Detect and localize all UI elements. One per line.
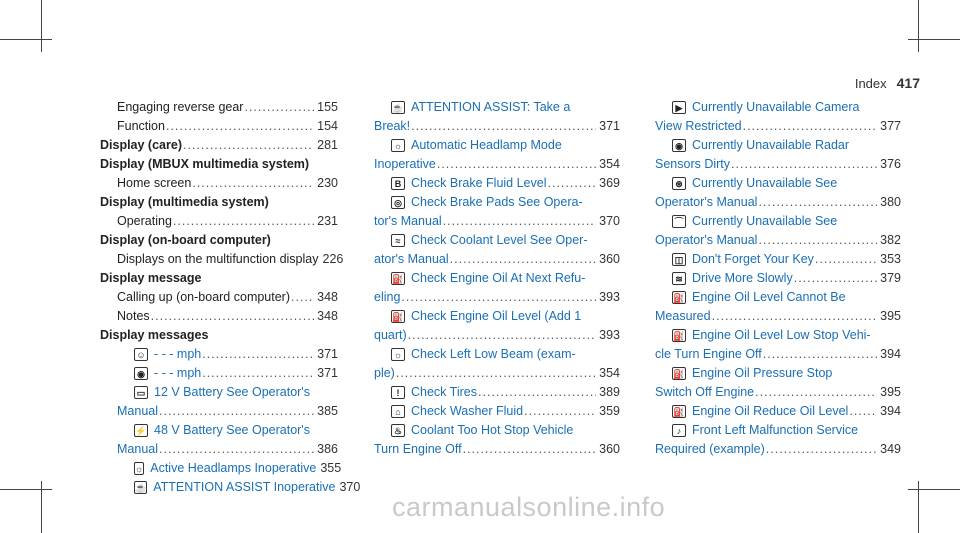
- entry-text: ATTENTION ASSIST: Take a: [411, 100, 571, 114]
- index-entry: [100, 157, 338, 176]
- entry-text: Display messages: [100, 328, 209, 342]
- index-entry[interactable]: [374, 290, 620, 309]
- index-entry[interactable]: [655, 157, 901, 176]
- warning-symbol-icon: ⛽: [392, 312, 404, 322]
- index-entry: [100, 214, 338, 233]
- dot-leader: [411, 119, 596, 133]
- index-entry: [100, 195, 338, 214]
- entry-text: Check Left Low Beam (exam-: [411, 347, 576, 361]
- entry-text: - - - mph: [154, 347, 202, 361]
- entry-page-number: 395: [880, 309, 901, 323]
- entry-text: Engine Oil Pressure Stop: [692, 366, 833, 380]
- warning-symbol-icon: ≈: [391, 234, 405, 247]
- entry-page-number: 353: [880, 252, 901, 266]
- entry-page-number: 394: [880, 347, 901, 361]
- index-entry[interactable]: [655, 366, 901, 385]
- entry-page-number: 348: [317, 290, 338, 304]
- warning-symbol-icon: ☼: [391, 348, 405, 361]
- entry-page-number: 230: [317, 176, 338, 190]
- index-entry[interactable]: [374, 404, 620, 423]
- entry-text: Operating: [117, 214, 172, 228]
- dot-leader: [202, 347, 314, 361]
- index-column-1: [100, 100, 361, 499]
- index-entry[interactable]: [374, 176, 620, 195]
- entry-page-number: 355: [320, 461, 342, 475]
- index-entry[interactable]: [100, 461, 342, 480]
- entry-text: Displays on the multifunction display: [117, 252, 319, 266]
- entry-text: Display (multimedia system): [100, 195, 269, 209]
- entry-text: Check Washer Fluid: [411, 404, 524, 418]
- index-entry: [100, 252, 344, 271]
- index-entry[interactable]: [655, 119, 901, 138]
- index-entry[interactable]: [374, 385, 620, 404]
- index-entry[interactable]: [655, 385, 901, 404]
- dot-leader: [815, 252, 877, 266]
- entry-text: Engine Oil Level Cannot Be: [692, 290, 846, 304]
- index-entry: [100, 119, 338, 138]
- warning-symbol-icon: ⛽: [673, 369, 685, 379]
- entry-text: ple): [374, 366, 395, 380]
- crop-mark: [918, 0, 919, 52]
- entry-page-number: 389: [599, 385, 620, 399]
- entry-text: Drive More Slowly: [692, 271, 793, 285]
- index-entry[interactable]: [655, 233, 901, 252]
- entry-page-number: 371: [599, 119, 620, 133]
- index-entry[interactable]: [374, 119, 620, 138]
- entry-text: Measured: [655, 309, 711, 323]
- entry-text: Don't Forget Your Key: [692, 252, 814, 266]
- index-entry[interactable]: [655, 138, 901, 157]
- index-entry[interactable]: [655, 252, 901, 271]
- index-entry: [100, 328, 338, 347]
- dot-leader: [763, 347, 877, 361]
- dot-leader: [712, 309, 878, 323]
- entry-text: Switch Off Engine: [655, 385, 755, 399]
- index-entry[interactable]: [374, 138, 620, 157]
- index-entry[interactable]: [374, 252, 620, 271]
- index-entry[interactable]: [374, 100, 620, 119]
- index-entry: [100, 290, 338, 309]
- dot-leader: [443, 214, 596, 228]
- index-entry[interactable]: [374, 233, 620, 252]
- index-entry[interactable]: [374, 347, 620, 366]
- warning-symbol-icon: ≋: [672, 272, 686, 285]
- warning-symbol-icon: ◉: [672, 139, 686, 152]
- index-entry[interactable]: [100, 385, 338, 404]
- entry-text: Notes: [117, 309, 150, 323]
- entry-page-number: 281: [317, 138, 338, 152]
- index-entry[interactable]: [374, 157, 620, 176]
- dot-leader: [794, 271, 877, 285]
- index-entry[interactable]: [374, 328, 620, 347]
- dot-leader: [755, 385, 877, 399]
- dot-leader: [463, 442, 597, 456]
- entry-text: Engine Oil Level Low Stop Vehi-: [692, 328, 871, 342]
- index-entry[interactable]: [655, 176, 901, 195]
- index-entry[interactable]: [655, 309, 901, 328]
- warning-symbol-icon: ☕: [392, 103, 404, 113]
- warning-symbol-icon: ☺: [134, 348, 148, 361]
- index-entry[interactable]: [655, 328, 901, 347]
- entry-page-number: 354: [599, 366, 620, 380]
- index-entry: [100, 100, 338, 119]
- index-entry: [100, 271, 338, 290]
- index-column-3: [655, 100, 901, 461]
- warning-symbol-icon: B: [391, 177, 405, 190]
- entry-text: Automatic Headlamp Mode: [411, 138, 562, 152]
- warning-symbol-icon: ⌒: [672, 215, 686, 228]
- warning-symbol-icon: ♪: [672, 424, 686, 437]
- entry-page-number: 369: [599, 176, 620, 190]
- warning-symbol-icon: ☼: [391, 139, 405, 152]
- index-entry[interactable]: [655, 442, 901, 461]
- index-entry[interactable]: [374, 195, 620, 214]
- crop-mark: [41, 481, 42, 533]
- warning-symbol-icon: ☼: [135, 464, 144, 474]
- dot-leader: [401, 290, 596, 304]
- entry-text: Check Brake Pads See Opera-: [411, 195, 583, 209]
- warning-symbol-icon: ⊛: [672, 177, 686, 190]
- dot-leader: [758, 233, 877, 247]
- index-entry[interactable]: [655, 195, 901, 214]
- crop-mark: [908, 489, 960, 490]
- section-title: Index: [854, 76, 887, 91]
- entry-text: 48 V Battery See Operator's: [154, 423, 310, 437]
- index-column-2: [374, 100, 620, 461]
- warning-symbol-icon: ▶: [672, 101, 686, 114]
- index-entry[interactable]: [655, 347, 901, 366]
- entry-text: Display (care): [100, 138, 182, 152]
- entry-text: Check Engine Oil Level (Add 1: [411, 309, 582, 323]
- entry-page-number: 371: [317, 366, 338, 380]
- entry-text: Home screen: [117, 176, 192, 190]
- index-entry[interactable]: [374, 423, 620, 442]
- crop-mark: [908, 39, 960, 40]
- entry-text: Turn Engine Off: [374, 442, 462, 456]
- entry-text: ator's Manual: [374, 252, 449, 266]
- entry-page-number: 360: [599, 442, 620, 456]
- index-entry[interactable]: [374, 271, 620, 290]
- entry-page-number: 385: [317, 404, 338, 418]
- entry-page-number: 155: [317, 100, 338, 114]
- index-entry[interactable]: [374, 214, 620, 233]
- entry-text: View Restricted: [655, 119, 742, 133]
- index-entry[interactable]: [655, 100, 901, 119]
- entry-text: Display (MBUX multimedia system): [100, 157, 310, 171]
- crop-mark: [918, 481, 919, 533]
- index-entry[interactable]: [655, 404, 901, 423]
- entry-page-number: 395: [880, 385, 901, 399]
- dot-leader: [524, 404, 596, 418]
- entry-page-number: 370: [339, 480, 361, 494]
- entry-text: Front Left Malfunction Service: [692, 423, 859, 437]
- entry-text: Operator's Manual: [655, 233, 758, 247]
- index-entry[interactable]: [374, 309, 620, 328]
- entry-text: Required (example): [655, 442, 765, 456]
- entry-text: eling: [374, 290, 401, 304]
- dot-leader: [244, 100, 314, 114]
- entry-text: Inoperative: [374, 157, 436, 171]
- entry-text: Display message: [100, 271, 202, 285]
- entry-page-number: 380: [880, 195, 901, 209]
- dot-leader: [478, 385, 596, 399]
- dot-leader: [450, 252, 596, 266]
- index-entry[interactable]: [100, 366, 338, 385]
- index-entry[interactable]: [655, 214, 901, 233]
- entry-text: Currently Unavailable Camera: [692, 100, 860, 114]
- entry-text: Engine Oil Reduce Oil Level: [692, 404, 849, 418]
- index-entry[interactable]: [100, 442, 338, 461]
- dot-leader: [731, 157, 877, 171]
- index-entry: [100, 176, 338, 195]
- warning-symbol-icon: ⌂: [391, 405, 405, 418]
- entry-page-number: 371: [317, 347, 338, 361]
- warning-symbol-icon: !: [391, 386, 405, 399]
- entry-text: Calling up (on-board computer): [117, 290, 291, 304]
- entry-page-number: 226: [322, 252, 344, 266]
- entry-text: Manual: [117, 442, 158, 456]
- entry-text: Coolant Too Hot Stop Vehicle: [411, 423, 574, 437]
- index-entry[interactable]: [655, 290, 901, 309]
- entry-text: Check Brake Fluid Level: [411, 176, 547, 190]
- crop-mark: [0, 489, 52, 490]
- entry-page-number: 377: [880, 119, 901, 133]
- dot-leader: [166, 119, 314, 133]
- dot-leader: [173, 214, 314, 228]
- warning-symbol-icon: ⚡: [135, 426, 147, 436]
- entry-text: 12 V Battery See Operator's: [154, 385, 310, 399]
- entry-page-number: 386: [317, 442, 338, 456]
- index-entry[interactable]: [100, 347, 338, 366]
- entry-page-number: 348: [317, 309, 338, 323]
- entry-page-number: 370: [599, 214, 620, 228]
- entry-page-number: 354: [599, 157, 620, 171]
- index-entry[interactable]: [374, 442, 620, 461]
- entry-page-number: 154: [317, 119, 338, 133]
- watermark: carmanualsonline.info: [392, 492, 666, 522]
- index-entry[interactable]: [100, 423, 338, 442]
- warning-symbol-icon: ⛽: [392, 274, 404, 284]
- entry-text: cle Turn Engine Off: [655, 347, 762, 361]
- entry-page-number: 360: [599, 252, 620, 266]
- page-header: [855, 75, 920, 91]
- dot-leader: [766, 442, 877, 456]
- page-number: 417: [896, 75, 920, 91]
- dot-leader: [192, 176, 314, 190]
- warning-symbol-icon: ◉: [134, 367, 148, 380]
- warning-symbol-icon: ▭: [134, 386, 148, 399]
- entry-text: Operator's Manual: [655, 195, 758, 209]
- warning-symbol-icon: ☕: [135, 483, 147, 493]
- index-entry[interactable]: [100, 480, 361, 499]
- dot-leader: [437, 157, 596, 171]
- dot-leader: [159, 442, 314, 456]
- entry-page-number: 349: [880, 442, 901, 456]
- entry-text: Currently Unavailable See: [692, 214, 838, 228]
- entry-text: Currently Unavailable See: [692, 176, 838, 190]
- entry-text: - - - mph: [154, 366, 202, 380]
- dot-leader: [202, 366, 314, 380]
- entry-page-number: 231: [317, 214, 338, 228]
- index-entry[interactable]: [655, 423, 901, 442]
- index-entry[interactable]: [374, 366, 620, 385]
- warning-symbol-icon: ♨: [391, 424, 405, 437]
- index-entry: [100, 233, 338, 252]
- warning-symbol-icon: ◫: [672, 253, 686, 266]
- entry-text: tor's Manual: [374, 214, 442, 228]
- entry-text: Currently Unavailable Radar: [692, 138, 850, 152]
- warning-symbol-icon: ◎: [391, 196, 405, 209]
- entry-text: Check Tires: [411, 385, 477, 399]
- dot-leader: [758, 195, 877, 209]
- index-entry: [100, 138, 338, 157]
- entry-page-number: 393: [599, 328, 620, 342]
- dot-leader: [291, 290, 314, 304]
- entry-text: Check Coolant Level See Oper-: [411, 233, 588, 247]
- dot-leader: [151, 309, 314, 323]
- dot-leader: [183, 138, 314, 152]
- entry-text: Check Engine Oil At Next Refu-: [411, 271, 586, 285]
- entry-text: Function: [117, 119, 165, 133]
- dot-leader: [743, 119, 878, 133]
- dot-leader: [547, 176, 596, 190]
- dot-leader: [408, 328, 596, 342]
- entry-page-number: 382: [880, 233, 901, 247]
- entry-text: Display (on-board computer): [100, 233, 271, 247]
- entry-page-number: 394: [880, 404, 901, 418]
- index-entry[interactable]: [100, 404, 338, 423]
- entry-text: Manual: [117, 404, 158, 418]
- entry-page-number: 379: [880, 271, 901, 285]
- dot-leader: [849, 404, 877, 418]
- crop-mark: [41, 0, 42, 52]
- warning-symbol-icon: ⛽: [673, 293, 685, 303]
- entry-text: quart): [374, 328, 407, 342]
- index-entry[interactable]: [655, 271, 901, 290]
- entry-text: Active Headlamps Inoperative: [150, 461, 317, 475]
- warning-symbol-icon: ⛽: [673, 331, 685, 341]
- warning-symbol-icon: ⛽: [673, 407, 685, 417]
- crop-mark: [0, 39, 52, 40]
- entry-text: Sensors Dirty: [655, 157, 731, 171]
- entry-page-number: 376: [880, 157, 901, 171]
- dot-leader: [396, 366, 596, 380]
- dot-leader: [159, 404, 314, 418]
- entry-page-number: 393: [599, 290, 620, 304]
- entry-text: Engaging reverse gear: [117, 100, 244, 114]
- entry-page-number: 359: [599, 404, 620, 418]
- index-entry: [100, 309, 338, 328]
- entry-text: ATTENTION ASSIST Inoperative: [153, 480, 336, 494]
- entry-text: Break!: [374, 119, 411, 133]
